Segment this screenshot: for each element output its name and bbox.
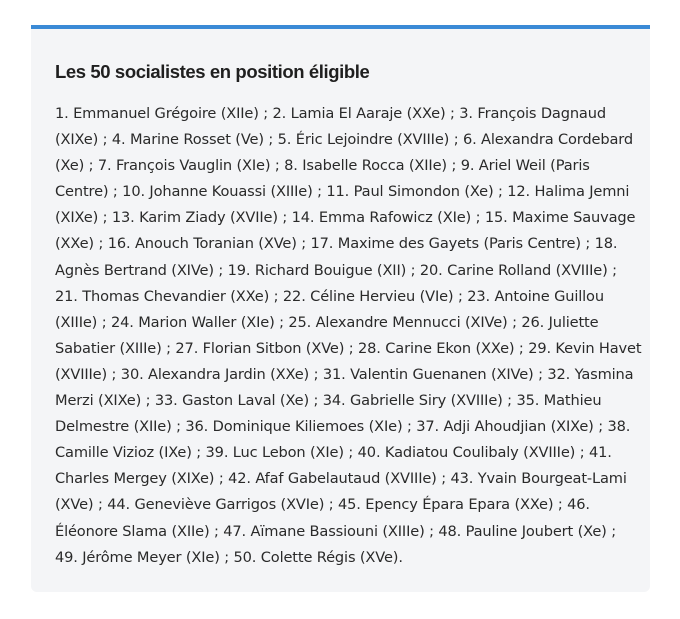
candidate-list-card: [31, 25, 650, 592]
text-line: Sabatier (XIIIe) ; 27. Florian Sitbon (XVe) ; 28. Carine Ekon (XXe) ; 29. Kevin Havet: [55, 339, 642, 357]
text-line: (XVe) ; 44. Geneviève Garrigos (XVIe) ; 45. Epency Épara Epara (XXe) ; 46.: [55, 496, 590, 514]
text-line: (XVIIIe) ; 30. Alexandra Jardin (XXe) ; 31. Valentin Guenanen (XIVe) ; 32. Yasmina: [55, 365, 634, 383]
text-line: 49. Jérôme Meyer (XIe) ; 50. Colette Régis (XVe).: [55, 548, 403, 566]
text-line: (XIXe) ; 13. Karim Ziady (XVIIe) ; 14. Emma Rafowicz (XIe) ; 15. Maxime Sauvage: [55, 209, 636, 227]
text-line: Delmestre (XIIe) ; 36. Dominique Kiliemoes (XIe) ; 37. Adji Ahoudjian (XIXe) ; 38.: [55, 418, 631, 436]
text-line: (XIIIe) ; 24. Marion Waller (XIe) ; 25. Alexandre Mennucci (XIVe) ; 26. Juliette: [55, 313, 599, 331]
text-line: Centre) ; 10. Johanne Kouassi (XIIIe) ; 11. Paul Simondon (Xe) ; 12. Halima Jemni: [55, 183, 630, 201]
text-line: Agnès Bertrand (XIVe) ; 19. Richard Bouigue (XII) ; 20. Carine Rolland (XVIIIe) ;: [55, 261, 617, 279]
text-line: Camille Vizioz (IXe) ; 39. Luc Lebon (XIe) ; 40. Kadiatou Coulibaly (XVIIIe) ; 41.: [55, 444, 612, 462]
text-line: (Xe) ; 7. François Vauglin (XIe) ; 8. Isabelle Rocca (XIIe) ; 9. Ariel Weil (Paris: [55, 157, 590, 175]
text-line: 1. Emmanuel Grégoire (XIIe) ; 2. Lamia El Aaraje (XXe) ; 3. François Dagnaud: [55, 105, 606, 122]
text-line: Charles Mergey (XIXe) ; 42. Afaf Gabelautaud (XVIIIe) ; 43. Yvain Bourgeat-Lami: [55, 470, 627, 488]
text-line: 21. Thomas Chevandier (XXe) ; 22. Céline Hervieu (VIe) ; 23. Antoine Guillou: [55, 287, 604, 305]
text-line: Éléonore Slama (XIIe) ; 47. Aïmane Bassiouni (XIIIe) ; 48. Pauline Joubert (Xe) ;: [55, 522, 616, 540]
text-line: (XXe) ; 16. Anouch Toranian (XVe) ; 17. Maxime des Gayets (Paris Centre) ; 18.: [55, 235, 618, 253]
card-title: Les 50 socialistes en position éligible: [55, 61, 370, 82]
candidate-list-text: [55, 101, 642, 571]
text-line: (XIXe) ; 4. Marine Rosset (Ve) ; 5. Éric Lejoindre (XVIIIe) ; 6. Alexandra Cordebard: [55, 131, 633, 149]
text-line: Merzi (XIXe) ; 33. Gaston Laval (Xe) ; 34. Gabrielle Siry (XVIIIe) ; 35. Mathieu: [55, 392, 602, 410]
